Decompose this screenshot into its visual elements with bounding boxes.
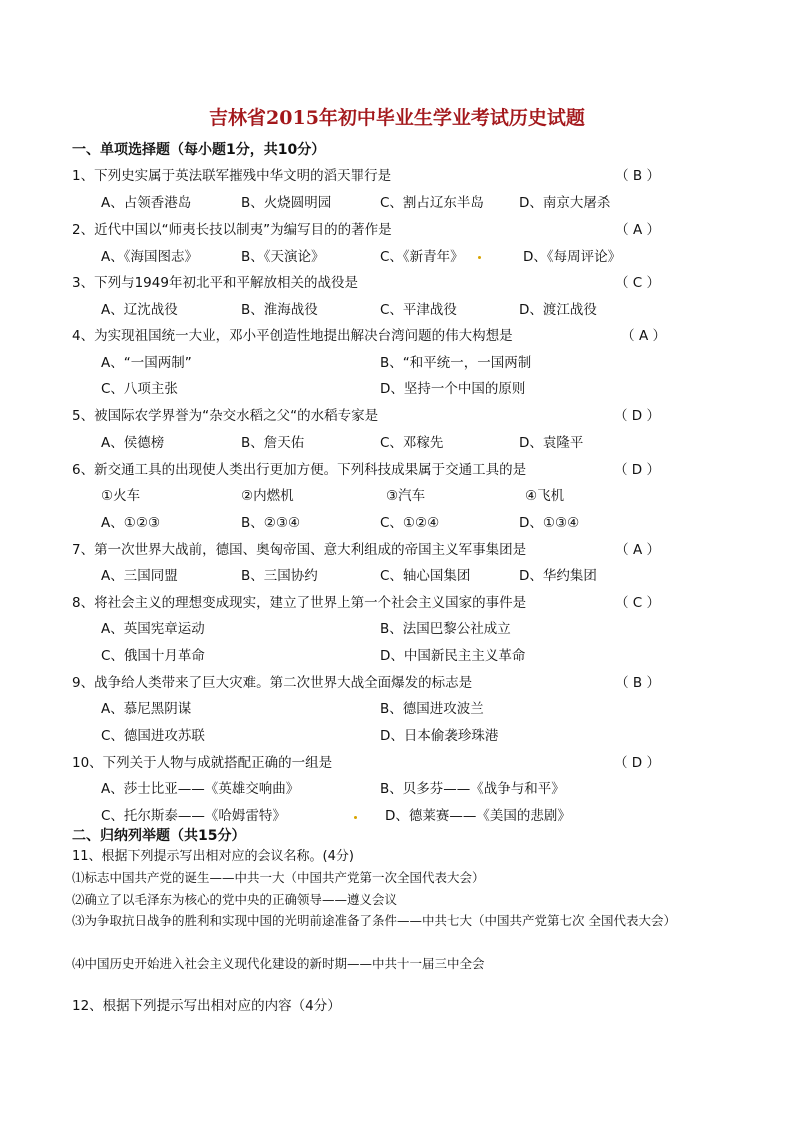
option-a: A、莎士比亚——《英雄交响曲》 — [101, 781, 300, 797]
option-a: A、占领香港岛 — [101, 195, 192, 211]
option-c: C、邓稼先 — [380, 435, 444, 451]
option-d: D、华约集团 — [519, 568, 597, 584]
answer: （ C ） — [614, 275, 660, 291]
question-stem: 9、战争给人类带来了巨大灾难。第二次世界大战全面爆发的标志是 — [72, 675, 473, 691]
option-b: B、火烧圆明园 — [241, 195, 332, 211]
option-b: B、德国进攻波兰 — [380, 701, 484, 717]
option-d: D、渡江战役 — [519, 302, 597, 318]
q11-item-4: ⑷中国历史开始进入社会主义现代化建设的新时期——中共十一届三中全会 — [72, 956, 485, 971]
question-stem: 2、近代中国以“师夷长技以制夷”为编写目的的著作是 — [72, 222, 392, 238]
answer: （ B ） — [615, 168, 660, 184]
section-heading-induction: 二、归纳列举题（共15分） — [72, 828, 246, 844]
option-b: B、三国协约 — [241, 568, 318, 584]
question-4 — [72, 324, 722, 344]
option-d: D、中国新民主主义革命 — [380, 648, 526, 664]
question-2 — [72, 218, 722, 238]
question-11: 11、根据下列提示写出相对应的会议名称。(4分) — [72, 849, 354, 864]
answer: （ D ） — [614, 462, 660, 478]
option-d: D、《每周评论》 — [523, 249, 622, 265]
option-b: B、“和平统一，一国两制 — [380, 355, 532, 371]
item-1: ①火车 — [101, 488, 141, 504]
option-d: D、袁隆平 — [519, 435, 584, 451]
question-stem: 4、为实现祖国统一大业，邓小平创造性地提出解决台湾问题的伟大构想是 — [72, 328, 513, 344]
question-8 — [72, 591, 722, 611]
question-stem: 8、将社会主义的理想变成现实，建立了世界上第一个社会主义国家的事件是 — [72, 595, 527, 611]
question-stem: 5、被国际农学界誉为“杂交水稻之父“的水稻专家是 — [72, 408, 379, 424]
option-c: C、《新青年》 — [380, 249, 464, 265]
option-b: B、詹天佑 — [241, 435, 305, 451]
q11-item-2: ⑵确立了以毛泽东为核心的党中央的正确领导——遵义会议 — [72, 892, 398, 907]
question-9 — [72, 671, 722, 691]
option-b: B、淮海战役 — [241, 302, 318, 318]
question-stem: 10、下列关于人物与成就搭配正确的一组是 — [72, 755, 333, 771]
section-heading-single-choice: 一、单项选择题（每小题1分，共10分） — [72, 142, 326, 158]
question-stem: 3、下列与1949年初北平和平解放相关的战役是 — [72, 275, 358, 291]
option-c: C、德国进攻苏联 — [101, 728, 205, 744]
answer: （ D ） — [614, 755, 660, 771]
option-b: B、法国巴黎公社成立 — [380, 621, 511, 637]
question-stem: 7、第一次世界大战前，德国、奥匈帝国、意大利组成的帝国主义军事集团是 — [72, 542, 527, 558]
item-4: ④飞机 — [525, 488, 565, 504]
option-c: C、八项主张 — [101, 381, 178, 397]
q11-item-1: ⑴标志中国共产党的诞生——中共一大（中国共产党第一次全国代表大会） — [72, 870, 485, 885]
option-a: A、辽沈战役 — [101, 302, 178, 318]
option-d: D、①③④ — [519, 515, 580, 531]
option-c: C、①②④ — [380, 515, 440, 531]
option-b: B、②③④ — [241, 515, 301, 531]
question-1 — [72, 164, 722, 184]
option-a: A、①②③ — [101, 515, 161, 531]
question-10 — [72, 751, 722, 771]
option-b: B、贝多芬——《战争与和平》 — [380, 781, 565, 797]
question-12: 12、根据下列提示写出相对应的内容（4分） — [72, 998, 341, 1014]
option-c: C、轴心国集团 — [380, 568, 471, 584]
item-2: ②内燃机 — [241, 488, 294, 504]
answer: （ A ） — [615, 542, 660, 558]
option-a: A、《海国图志》 — [101, 249, 198, 265]
option-a: A、三国同盟 — [101, 568, 178, 584]
q11-item-3: ⑶为争取抗日战争的胜利和实现中国的光明前途准备了条件——中共七大（中国共产党第七次 全国代表大会） — [72, 913, 676, 928]
question-7 — [72, 538, 722, 558]
option-d: D、日本偷袭珍珠港 — [380, 728, 499, 744]
option-c: C、托尔斯泰——《哈姆雷特》 — [101, 808, 286, 824]
answer: （ A ） — [615, 222, 660, 238]
option-d: D、南京大屠杀 — [519, 195, 611, 211]
answer: （ A ） — [621, 328, 666, 344]
question-stem: 1、下列史实属于英法联军摧残中华文明的滔天罪行是 — [72, 168, 392, 184]
question-5 — [72, 404, 722, 424]
option-c: C、割占辽东半岛 — [380, 195, 484, 211]
answer: （ C ） — [614, 595, 660, 611]
option-c: C、俄国十月革命 — [101, 648, 205, 664]
question-6 — [72, 458, 722, 478]
item-3: ③汽车 — [386, 488, 426, 504]
answer: （ D ） — [614, 408, 660, 424]
speck-mark — [478, 256, 481, 259]
option-c: C、平津战役 — [380, 302, 457, 318]
option-d: D、德莱赛——《美国的悲剧》 — [385, 808, 571, 824]
option-b: B、《天演论》 — [241, 249, 325, 265]
option-a: A、慕尼黑阴谋 — [101, 701, 192, 717]
option-a: A、“一国两制” — [101, 355, 192, 371]
option-d: D、坚持一个中国的原则 — [380, 381, 526, 397]
page-title: 吉林省2015年初中毕业生学业考试历史试题 — [209, 107, 585, 129]
speck-mark — [354, 816, 357, 819]
option-a: A、英国宪章运动 — [101, 621, 205, 637]
option-a: A、侯德榜 — [101, 435, 165, 451]
question-stem: 6、新交通工具的出现使人类出行更加方便。下列科技成果属于交通工具的是 — [72, 462, 527, 478]
question-3 — [72, 271, 722, 291]
answer: （ B ） — [615, 675, 660, 691]
